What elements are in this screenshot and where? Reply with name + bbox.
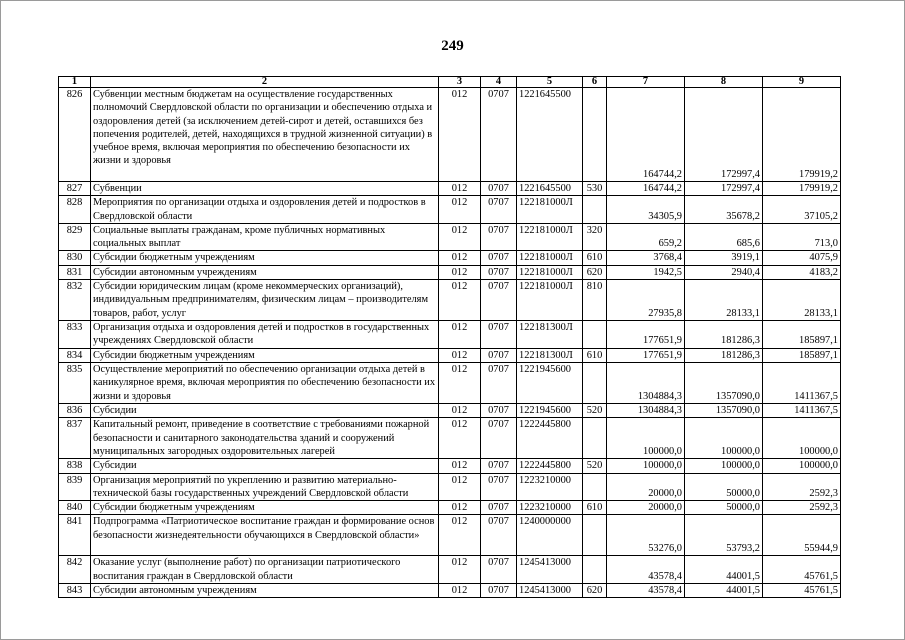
row-ministry-code: 012	[439, 418, 481, 459]
row-amount-col-7: 43578,4	[607, 584, 685, 598]
row-ministry-code: 012	[439, 321, 481, 349]
row-amount-col-7: 164744,2	[607, 182, 685, 196]
row-target-code: 1223210000	[517, 501, 583, 515]
row-number: 836	[59, 403, 91, 417]
header-col-4: 4	[481, 77, 517, 88]
row-ministry-code: 012	[439, 501, 481, 515]
header-col-5: 5	[517, 77, 583, 88]
header-row	[59, 77, 841, 88]
row-ministry-code: 012	[439, 403, 481, 417]
row-target-code: 1245413000	[517, 556, 583, 584]
row-name: Субсидии автономным учреждениям	[91, 584, 439, 598]
row-amount-col-7: 53276,0	[607, 515, 685, 556]
row-number: 831	[59, 265, 91, 279]
row-name: Организация мероприятий по укреплению и развитию материально-технической базы государственных учреждений Свердловской области	[91, 473, 439, 501]
row-section-code: 0707	[481, 418, 517, 459]
row-target-code: 1245413000	[517, 584, 583, 598]
row-section-code: 0707	[481, 348, 517, 362]
row-amount-col-8: 50000,0	[685, 473, 763, 501]
row-amount-col-7: 177651,9	[607, 348, 685, 362]
row-section-code: 0707	[481, 362, 517, 403]
row-amount-col-8: 28133,1	[685, 280, 763, 321]
table-row	[59, 403, 841, 417]
row-amount-col-7: 1304884,3	[607, 362, 685, 403]
row-number: 841	[59, 515, 91, 556]
row-section-code: 0707	[481, 182, 517, 196]
row-amount-col-7: 177651,9	[607, 321, 685, 349]
row-number: 834	[59, 348, 91, 362]
row-amount-col-9: 2592,3	[763, 473, 841, 501]
row-amount-col-9: 4183,2	[763, 265, 841, 279]
row-amount-col-7: 43578,4	[607, 556, 685, 584]
row-amount-col-7: 659,2	[607, 223, 685, 251]
row-name: Субсидии бюджетным учреждениям	[91, 348, 439, 362]
header-col-1: 1	[59, 77, 91, 88]
row-amount-col-8: 2940,4	[685, 265, 763, 279]
row-name: Оказание услуг (выполнение работ) по организации патриотического воспитания граждан в Свердловской области	[91, 556, 439, 584]
row-number: 830	[59, 251, 91, 265]
row-number: 842	[59, 556, 91, 584]
row-expense-type	[583, 473, 607, 501]
row-expense-type	[583, 362, 607, 403]
row-section-code: 0707	[481, 265, 517, 279]
row-section-code: 0707	[481, 584, 517, 598]
row-section-code: 0707	[481, 251, 517, 265]
row-amount-col-7: 1942,5	[607, 265, 685, 279]
row-amount-col-9: 100000,0	[763, 418, 841, 459]
row-name: Социальные выплаты гражданам, кроме публичных нормативных социальных выплат	[91, 223, 439, 251]
table-row	[59, 584, 841, 598]
row-amount-col-8: 44001,5	[685, 556, 763, 584]
row-amount-col-9: 179919,2	[763, 88, 841, 182]
row-amount-col-7: 3768,4	[607, 251, 685, 265]
row-ministry-code: 012	[439, 515, 481, 556]
row-amount-col-9: 100000,0	[763, 459, 841, 473]
row-expense-type	[583, 321, 607, 349]
row-name: Субсидии автономным учреждениям	[91, 265, 439, 279]
row-section-code: 0707	[481, 88, 517, 182]
row-ministry-code: 012	[439, 459, 481, 473]
row-amount-col-7: 34305,9	[607, 196, 685, 224]
row-target-code: 1222445800	[517, 418, 583, 459]
row-amount-col-7: 27935,8	[607, 280, 685, 321]
row-section-code: 0707	[481, 501, 517, 515]
row-target-code: 1221645500	[517, 182, 583, 196]
row-amount-col-9: 45761,5	[763, 584, 841, 598]
row-section-code: 0707	[481, 196, 517, 224]
table-row	[59, 182, 841, 196]
row-number: 826	[59, 88, 91, 182]
table-row	[59, 196, 841, 224]
row-amount-col-8: 1357090,0	[685, 362, 763, 403]
row-expense-type: 610	[583, 251, 607, 265]
row-amount-col-8: 53793,2	[685, 515, 763, 556]
row-number: 829	[59, 223, 91, 251]
row-name: Субсидии юридическим лицам (кроме некоммерческих организаций), индивидуальным предпринимателям, физическим лицам – производителям товаров, работ, услуг	[91, 280, 439, 321]
row-target-code: 1221645500	[517, 88, 583, 182]
row-name: Организация отдыха и оздоровления детей и подростков в государственных учреждениях Свердловской области	[91, 321, 439, 349]
row-amount-col-9: 185897,1	[763, 321, 841, 349]
row-name: Субсидии	[91, 403, 439, 417]
row-expense-type: 620	[583, 584, 607, 598]
table-row	[59, 418, 841, 459]
table-row	[59, 459, 841, 473]
table-row	[59, 265, 841, 279]
row-expense-type: 610	[583, 501, 607, 515]
header-col-7: 7	[607, 77, 685, 88]
row-name: Субвенции	[91, 182, 439, 196]
row-expense-type	[583, 196, 607, 224]
row-number: 833	[59, 321, 91, 349]
row-expense-type: 520	[583, 459, 607, 473]
table-row	[59, 473, 841, 501]
row-section-code: 0707	[481, 556, 517, 584]
row-amount-col-9: 1411367,5	[763, 403, 841, 417]
table-row	[59, 556, 841, 584]
row-target-code: 122181000Л	[517, 265, 583, 279]
row-amount-col-9: 179919,2	[763, 182, 841, 196]
row-expense-type	[583, 88, 607, 182]
row-target-code: 1221945600	[517, 403, 583, 417]
row-ministry-code: 012	[439, 88, 481, 182]
row-name: Субвенции местным бюджетам на осуществление государственных полномочий Свердловской области по организации и обеспечению отдыха и оздоровления детей (за исключением детей-сирот и детей, оставшихся без попечения родителей, детей, находящихся в трудной жизненной ситуации) в учебное время, включая мероприятия по обеспечению безопасности их жизни и здоровья	[91, 88, 439, 182]
page-number: 249	[441, 38, 464, 54]
row-amount-col-7: 100000,0	[607, 459, 685, 473]
header-col-3: 3	[439, 77, 481, 88]
table-row	[59, 321, 841, 349]
row-number: 832	[59, 280, 91, 321]
row-number: 838	[59, 459, 91, 473]
row-amount-col-8: 1357090,0	[685, 403, 763, 417]
row-target-code: 122181300Л	[517, 348, 583, 362]
row-target-code: 122181300Л	[517, 321, 583, 349]
row-amount-col-8: 181286,3	[685, 348, 763, 362]
row-section-code: 0707	[481, 473, 517, 501]
row-ministry-code: 012	[439, 473, 481, 501]
row-section-code: 0707	[481, 403, 517, 417]
row-name: Подпрограмма «Патриотическое воспитание граждан и формирование основ безопасности жизнедеятельности обучающихся в Свердловской области»	[91, 515, 439, 556]
row-ministry-code: 012	[439, 223, 481, 251]
row-target-code: 1240000000	[517, 515, 583, 556]
table-row	[59, 223, 841, 251]
row-name: Субсидии бюджетным учреждениям	[91, 501, 439, 515]
row-amount-col-9: 713,0	[763, 223, 841, 251]
row-amount-col-8: 181286,3	[685, 321, 763, 349]
row-expense-type	[583, 418, 607, 459]
row-ministry-code: 012	[439, 584, 481, 598]
row-target-code: 122181000Л	[517, 280, 583, 321]
row-name: Субсидии	[91, 459, 439, 473]
table-row	[59, 501, 841, 515]
row-section-code: 0707	[481, 280, 517, 321]
row-amount-col-8: 50000,0	[685, 501, 763, 515]
row-expense-type: 530	[583, 182, 607, 196]
row-ministry-code: 012	[439, 556, 481, 584]
row-amount-col-9: 37105,2	[763, 196, 841, 224]
row-number: 827	[59, 182, 91, 196]
table-row	[59, 280, 841, 321]
row-ministry-code: 012	[439, 362, 481, 403]
row-amount-col-8: 172997,4	[685, 88, 763, 182]
row-number: 839	[59, 473, 91, 501]
row-name: Капитальный ремонт, приведение в соответствие с требованиями пожарной безопасности и санитарного законодательства зданий и сооружений муниципальных загородных оздоровительных лагерей	[91, 418, 439, 459]
row-amount-col-7: 100000,0	[607, 418, 685, 459]
row-amount-col-8: 100000,0	[685, 459, 763, 473]
row-amount-col-8: 100000,0	[685, 418, 763, 459]
row-ministry-code: 012	[439, 265, 481, 279]
row-number: 840	[59, 501, 91, 515]
row-amount-col-9: 2592,3	[763, 501, 841, 515]
row-amount-col-9: 45761,5	[763, 556, 841, 584]
row-section-code: 0707	[481, 459, 517, 473]
row-name: Осуществление мероприятий по обеспечению организации отдыха детей в каникулярное время, включая мероприятия по обеспечению безопасности их жизни и здоровья	[91, 362, 439, 403]
budget-table	[58, 76, 841, 598]
row-number: 837	[59, 418, 91, 459]
table-row	[59, 251, 841, 265]
header-col-6: 6	[583, 77, 607, 88]
row-name: Мероприятия по организации отдыха и оздоровления детей и подростков в Свердловской области	[91, 196, 439, 224]
row-target-code: 122181000Л	[517, 196, 583, 224]
row-expense-type	[583, 556, 607, 584]
header-col-2: 2	[91, 77, 439, 88]
row-target-code: 1223210000	[517, 473, 583, 501]
table-row	[59, 362, 841, 403]
row-amount-col-9: 4075,9	[763, 251, 841, 265]
table-row	[59, 88, 841, 182]
row-amount-col-9: 185897,1	[763, 348, 841, 362]
row-expense-type: 810	[583, 280, 607, 321]
row-amount-col-9: 28133,1	[763, 280, 841, 321]
row-amount-col-9: 55944,9	[763, 515, 841, 556]
row-expense-type: 520	[583, 403, 607, 417]
row-expense-type: 620	[583, 265, 607, 279]
row-expense-type: 320	[583, 223, 607, 251]
row-amount-col-8: 172997,4	[685, 182, 763, 196]
header-col-8: 8	[685, 77, 763, 88]
row-target-code: 122181000Л	[517, 251, 583, 265]
row-target-code: 1222445800	[517, 459, 583, 473]
row-amount-col-9: 1411367,5	[763, 362, 841, 403]
table-row	[59, 515, 841, 556]
row-amount-col-8: 35678,2	[685, 196, 763, 224]
row-amount-col-7: 20000,0	[607, 473, 685, 501]
row-amount-col-7: 1304884,3	[607, 403, 685, 417]
row-ministry-code: 012	[439, 196, 481, 224]
row-ministry-code: 012	[439, 280, 481, 321]
row-ministry-code: 012	[439, 348, 481, 362]
row-target-code: 122181000Л	[517, 223, 583, 251]
row-amount-col-7: 20000,0	[607, 501, 685, 515]
header-col-9: 9	[763, 77, 841, 88]
row-amount-col-8: 685,6	[685, 223, 763, 251]
row-number: 835	[59, 362, 91, 403]
row-expense-type: 610	[583, 348, 607, 362]
row-ministry-code: 012	[439, 251, 481, 265]
row-section-code: 0707	[481, 223, 517, 251]
row-target-code: 1221945600	[517, 362, 583, 403]
row-expense-type	[583, 515, 607, 556]
row-amount-col-8: 44001,5	[685, 584, 763, 598]
row-amount-col-8: 3919,1	[685, 251, 763, 265]
row-number: 843	[59, 584, 91, 598]
row-name: Субсидии бюджетным учреждениям	[91, 251, 439, 265]
row-section-code: 0707	[481, 321, 517, 349]
row-section-code: 0707	[481, 515, 517, 556]
row-ministry-code: 012	[439, 182, 481, 196]
row-amount-col-7: 164744,2	[607, 88, 685, 182]
row-number: 828	[59, 196, 91, 224]
table-row	[59, 348, 841, 362]
